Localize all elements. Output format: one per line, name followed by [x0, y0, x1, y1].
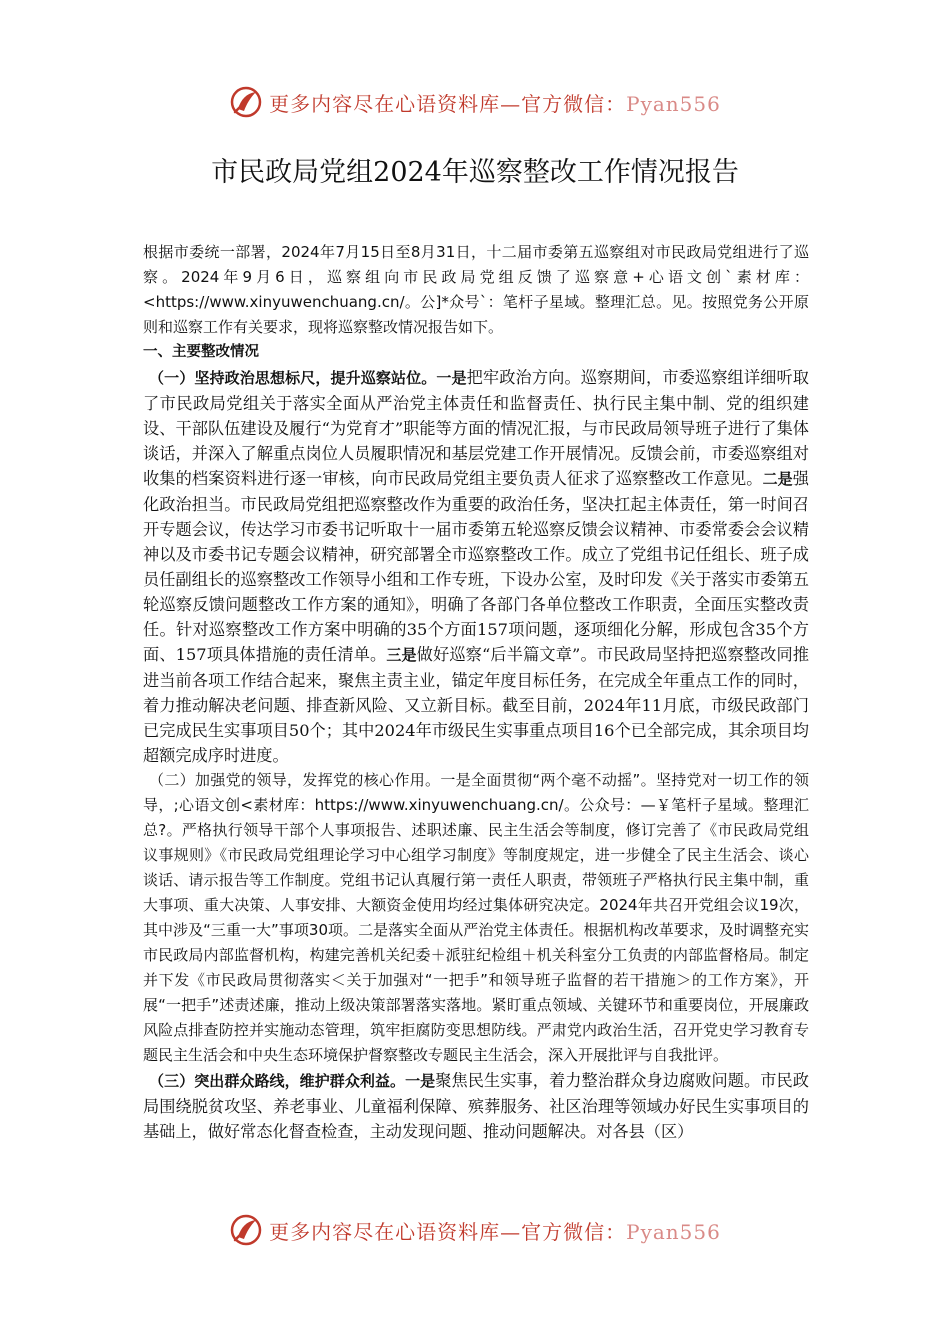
brand-logo-icon: [229, 1213, 263, 1247]
document-title: 市民政局党组2024年巡察整改工作情况报告: [211, 157, 739, 188]
wechat-id: Pyan556: [626, 1219, 721, 1244]
wechat-id: Pyan556: [626, 91, 721, 116]
paragraph-party-leadership: （二）加强党的领导，发挥党的核心作用。一是全面贯彻“两个毫不动摇”。坚持党对一切工作的领导，;心语文创<素材库：https://www.xinyuwenchuang.cn/。公众号：—￥笔杆子星域。整理汇总?。严格执行领导干部个人事项报告、述职述廉、民主生活会等制度，修订完善了《市民政局党组议事规则》《市民政局党组理论学习中心组学习制度》等制度规定，进一步健全了民主生活会、谈心谈话、请示报告等工作制度。党组书记认真履行第一责任人职责，带领班子严格执行民主集中制，重大事项、重大决策、人事安排、大额资金使用均经过集体研究决定。2024年共召开党组会议19次，其中涉及“三重一大”事项30项。二是落实全面从严治党主体责任。根据机构改革要求，及时调整充实市民政局内部监督机构，构建完善机关纪委＋派驻纪检组＋机关科室分工负责的内部监督格局。制定并下发《市民政局贯彻落实＜关于加强对“一把手”和领导班子监督的若干措施＞的工作方案》，开展“一把手”述责述廉，推动上级决策部署落实落地。紧盯重点领域、关键环节和重要岗位，开展廉政风险点排查防控并实施动态管理，筑牢拒腐防变思想防线。严肃党内政治生活，召开党史学习教育专题民主生活会和中央生态环境保护督察整改专题民主生活会，深入开展批评与自我批评。: [143, 771, 809, 1064]
paragraph-text: 做好巡察“后半篇文章”。市民政局坚持把巡察整改同推进当前各项工作结合起来，聚焦主责主业，锚定年度目标任务，在完成全年重点工作的同时，着力推动解决老问题、排查新风险、又立新目标。截至目前，2024年11月底，市级民政部门已完成民生实事项目50个；其中2024年市级民生实事重点项目16个已全部完成，其余项目均超额完成序时进度。: [143, 645, 809, 765]
header-watermark-banner: [0, 80, 950, 124]
intro-paragraph: 根据市委统一部署，2024年7月15日至8月31日，十二届市委第五巡察组对市民政局党组进行了巡察。2024年9月6日，巡察组向市民政局党组反馈了巡察意+心语文创`素材库：<https://www.xinyuwenchuang.cn/。公]*众号`：笔杆子星域。整理汇总。见。按照党务公开原则和巡察工作有关要求，现将巡察整改情况报告如下。: [143, 243, 809, 336]
banner-text: 更多内容尽在心语资料库—官方微信：Pyan556: [269, 91, 721, 116]
paragraph-text: 聚焦民生实事，着力整治群众身边腐败问题。市民政局围绕脱贫攻坚、养老事业、儿童福利保障、殡葬服务、社区治理等领域办好民生实事项目的基础上，做好常态化督查检查，主动发现问题、推动问题解决。对各县（区）: [143, 1071, 809, 1141]
marker-first: 一是: [436, 369, 467, 387]
marker-first: 一是: [405, 1072, 436, 1090]
section-heading-main-rectification: 一、主要整改情况: [143, 344, 259, 360]
banner-text: 更多内容尽在心语资料库—官方微信：Pyan556: [269, 1219, 721, 1244]
marker-second: 二是: [762, 470, 793, 488]
paragraph-mass-line: [143, 1068, 809, 1144]
marker-third: 三是: [386, 646, 417, 664]
paragraph-political-standard: [143, 365, 809, 768]
subsection-lead: （三）突出群众路线，维护群众利益。: [149, 1072, 406, 1090]
footer-watermark-banner: [0, 1208, 950, 1252]
brand-logo-icon: [229, 85, 263, 119]
document-body: [143, 240, 809, 1144]
paragraph-text: 把牢政治方向。巡察期间，市委巡察组详细听取了市民政局党组关于落实全面从严治党主体责任和监督责任、执行民主集中制、党的组织建设、干部队伍建设及履行“为党育才”职能等方面的情况汇报，与市民政局领导班子进行了集体谈话，并深入了解重点岗位人员履职情况和基层党建工作开展情况。反馈会前，市委巡察组对收集的档案资料进行逐一审核，向市民政局党组主要负责人征求了巡察整改工作意见。: [143, 368, 809, 488]
paragraph-text: 强化政治担当。市民政局党组把巡察整改作为重要的政治任务，坚决扛起主体责任，第一时间召开专题会议，传达学习市委书记听取十一届市委第五轮巡察反馈会议精神、市委常委会会议精神以及市委书记专题会议精神，研究部署全市巡察整改工作。成立了党组书记任组长、班子成员任副组长的巡察整改工作领导小组和工作专班，下设办公室，及时印发《关于落实市委第五轮巡察反馈问题整改工作方案的通知》，明确了各部门各单位整改工作职责，全面压实整改责任。针对巡察整改工作方案中明确的35个方面157项问题，逐项细化分解，形成包含35个方面、157项具体措施的责任清单。: [143, 469, 809, 664]
subsection-lead: （一）坚持政治思想标尺，提升巡察站位。: [149, 369, 437, 387]
